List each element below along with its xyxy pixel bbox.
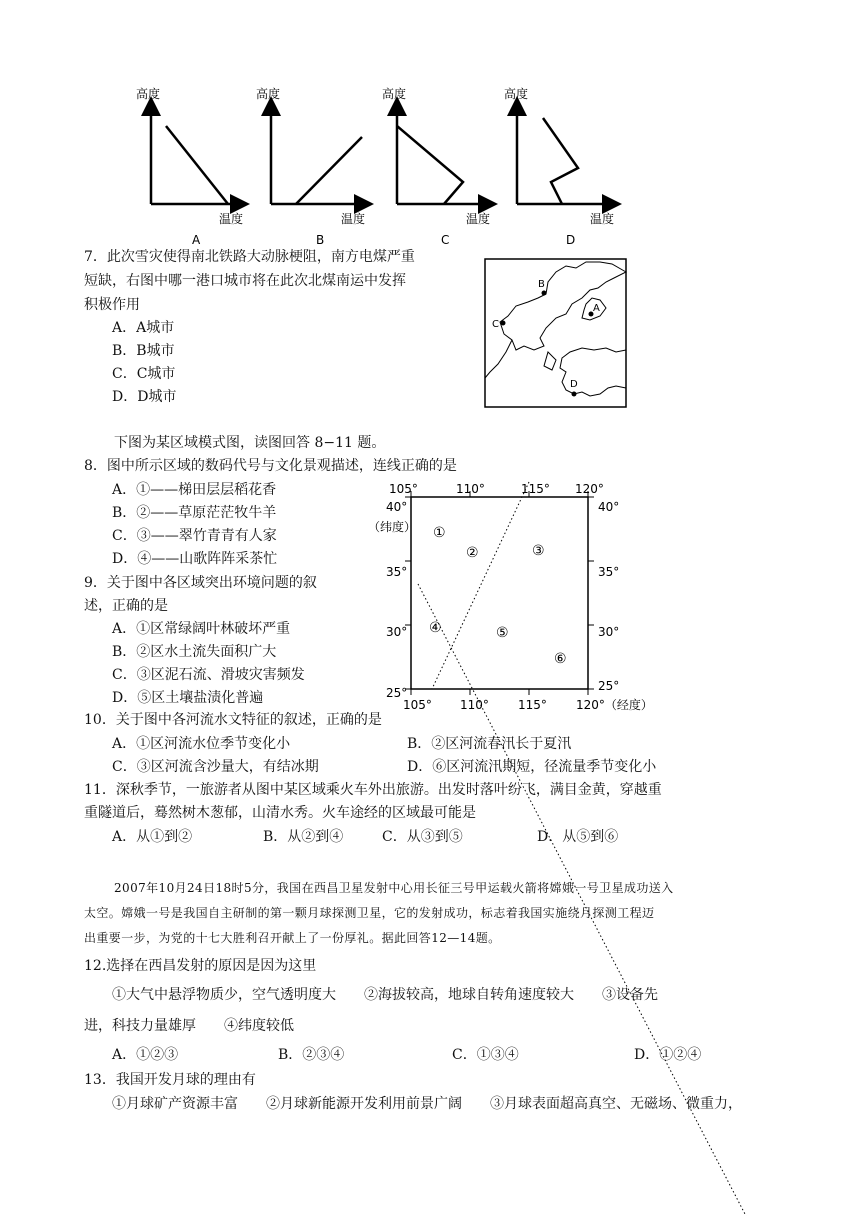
- lat-right-40: 40°: [598, 500, 620, 514]
- q8-option-a: A．①——梯田层层稻花香: [112, 482, 277, 498]
- lat-left-30: 30°: [386, 625, 408, 639]
- graph-b-xlabel: 温度: [341, 212, 366, 226]
- graph-b-ylabel: 高度: [256, 87, 281, 101]
- region-2: ②: [466, 545, 479, 561]
- q11-option-a: A．从①到②: [112, 829, 193, 845]
- q11-option-d: D．从⑤到⑥: [537, 829, 619, 845]
- q7-stem-line3: 积极作用: [84, 297, 140, 313]
- graph-d-xlabel: 温度: [590, 212, 615, 226]
- q9-stem-line2: 述，正确的是: [84, 598, 168, 614]
- q7-option-b: B．B城市: [112, 343, 175, 359]
- q9-option-b: B．②区水土流失面积广大: [112, 644, 277, 660]
- graph-a-letter: A: [192, 233, 201, 247]
- q9-stem-line1: 9．关于图中各区域突出环境问题的叙: [84, 575, 317, 591]
- q9-option-c: C．③区泥石流、滑坡灾害频发: [112, 667, 305, 683]
- q10-option-c: C．③区河流含沙量大，有结冰期: [112, 759, 319, 775]
- q10-option-a: A．①区河流水位季节变化小: [112, 736, 291, 752]
- graph-c-xlabel: 温度: [466, 212, 491, 226]
- top-lon-115: 115°: [521, 482, 550, 496]
- q8-stem: 8．图中所示区域的数码代号与文化景观描述，连线正确的是: [84, 458, 457, 474]
- passage-line2: 太空。嫦娥一号是我国自主研制的第一颗月球探测卫星，它的发射成功，标志着我国实施绕月探测工程迈: [84, 906, 655, 920]
- q13-items-line1: ①月球矿产资源丰富 ②月球新能源开发利用前景广阔 ③月球表面超高真空、无磁场、微重力，: [112, 1096, 742, 1112]
- q10-stem: 10．关于图中各河流水文特征的叙述，正确的是: [84, 712, 382, 728]
- map-label-d: D: [570, 379, 578, 390]
- map-label-a: A: [593, 303, 600, 314]
- region-1: ①: [433, 525, 446, 541]
- passage-line1: 2007年10月24日18时5分，我国在西昌卫星发射中心用长征三号甲运载火箭将嫦娥一号卫星成功送入: [114, 881, 674, 895]
- q11-stem-line1: 11．深秋季节，一旅游者从图中某区域乘火车外出旅游。出发时落叶纷飞，满目金黄，穿越重: [84, 782, 662, 798]
- q8-option-b: B．②——草原茫茫牧牛羊: [112, 505, 277, 521]
- lat-left-40: 40°: [386, 500, 408, 514]
- q11-option-c: C．从③到⑤: [382, 829, 463, 845]
- q7-stem-line2: 短缺，右图中哪一港口城市将在此次北煤南运中发挥: [84, 273, 406, 289]
- bottom-lon-105: 105°: [403, 698, 432, 712]
- q9-option-d: D．⑤区土壤盐渍化普遍: [112, 690, 264, 706]
- region-6: ⑥: [554, 651, 567, 667]
- graph-a-xlabel: 温度: [219, 212, 244, 226]
- intro-8-11: 下图为某区域模式图，读图回答 8−11 题。: [114, 435, 386, 451]
- q12-items-line2: 进，科技力量雄厚 ④纬度较低: [84, 1018, 294, 1034]
- passage-line3: 出重要一步，为党的十七大胜利召开献上了一份厚礼。据此回答12—14题。: [84, 931, 501, 945]
- q12-items-line1: ①大气中悬浮物质少，空气透明度大 ②海拔较高，地球自转角速度较大 ③设备先: [112, 987, 658, 1003]
- q12-option-a: A．①②③: [112, 1047, 179, 1063]
- lat-left-35: 35°: [386, 565, 408, 579]
- q11-stem-line2: 重隧道后，蓦然树木葱郁，山清水秀。火车途经的区域最可能是: [84, 805, 476, 821]
- graph-a-ylabel: 高度: [136, 87, 161, 101]
- bottom-lon-115: 115°: [518, 698, 547, 712]
- lat-left-label: （纬度）: [368, 520, 417, 534]
- q11-option-b: B．从②到④: [263, 829, 344, 845]
- q8-option-d: D．④——山歌阵阵采茶忙: [112, 551, 278, 567]
- q10-option-d: D．⑥区河流汛期短，径流量季节变化小: [407, 759, 657, 775]
- q7-stem-line1: 7．此次雪灾使得南北铁路大动脉梗阻，南方电煤严重: [84, 249, 415, 265]
- map-label-b: B: [538, 279, 545, 290]
- graph-c-ylabel: 高度: [382, 87, 407, 101]
- region-3: ③: [532, 543, 545, 559]
- q13-stem: 13．我国开发月球的理由有: [84, 1072, 256, 1088]
- region-5: ⑤: [496, 625, 509, 641]
- lat-right-30: 30°: [598, 625, 620, 639]
- q7-option-c: C．C城市: [112, 366, 176, 382]
- region-4: ④: [429, 620, 442, 636]
- map-label-c: C: [492, 319, 499, 330]
- graph-b-letter: B: [316, 233, 325, 247]
- graph-c-letter: C: [441, 233, 450, 247]
- q7-option-a: A．A城市: [112, 320, 175, 336]
- q12-option-d: D．①②④: [634, 1047, 702, 1063]
- top-lon-110: 110°: [456, 482, 485, 496]
- q9-option-a: A．①区常绿阔叶林破坏严重: [112, 621, 291, 637]
- top-lon-105: 105°: [389, 482, 418, 496]
- q12-option-b: B．②③④: [278, 1047, 345, 1063]
- graph-d-ylabel: 高度: [504, 87, 529, 101]
- q10-option-b: B．②区河流春汛长于夏汛: [407, 736, 572, 752]
- top-lon-120: 120°: [575, 482, 604, 496]
- q7-option-d: D．D城市: [112, 389, 177, 405]
- bottom-lon-110: 110°: [460, 698, 489, 712]
- q12-stem: 12.选择在西昌发射的原因是因为这里: [84, 958, 317, 974]
- graph-d-letter: D: [566, 233, 576, 247]
- lat-right-35: 35°: [598, 565, 620, 579]
- lat-right-25: 25°: [598, 679, 620, 693]
- lat-left-25: 25°: [386, 686, 408, 700]
- q12-option-c: C．①③④: [452, 1047, 519, 1063]
- q8-option-c: C．③——翠竹青青有人家: [112, 528, 277, 544]
- bottom-lon-120: 120°（经度）: [576, 698, 653, 712]
